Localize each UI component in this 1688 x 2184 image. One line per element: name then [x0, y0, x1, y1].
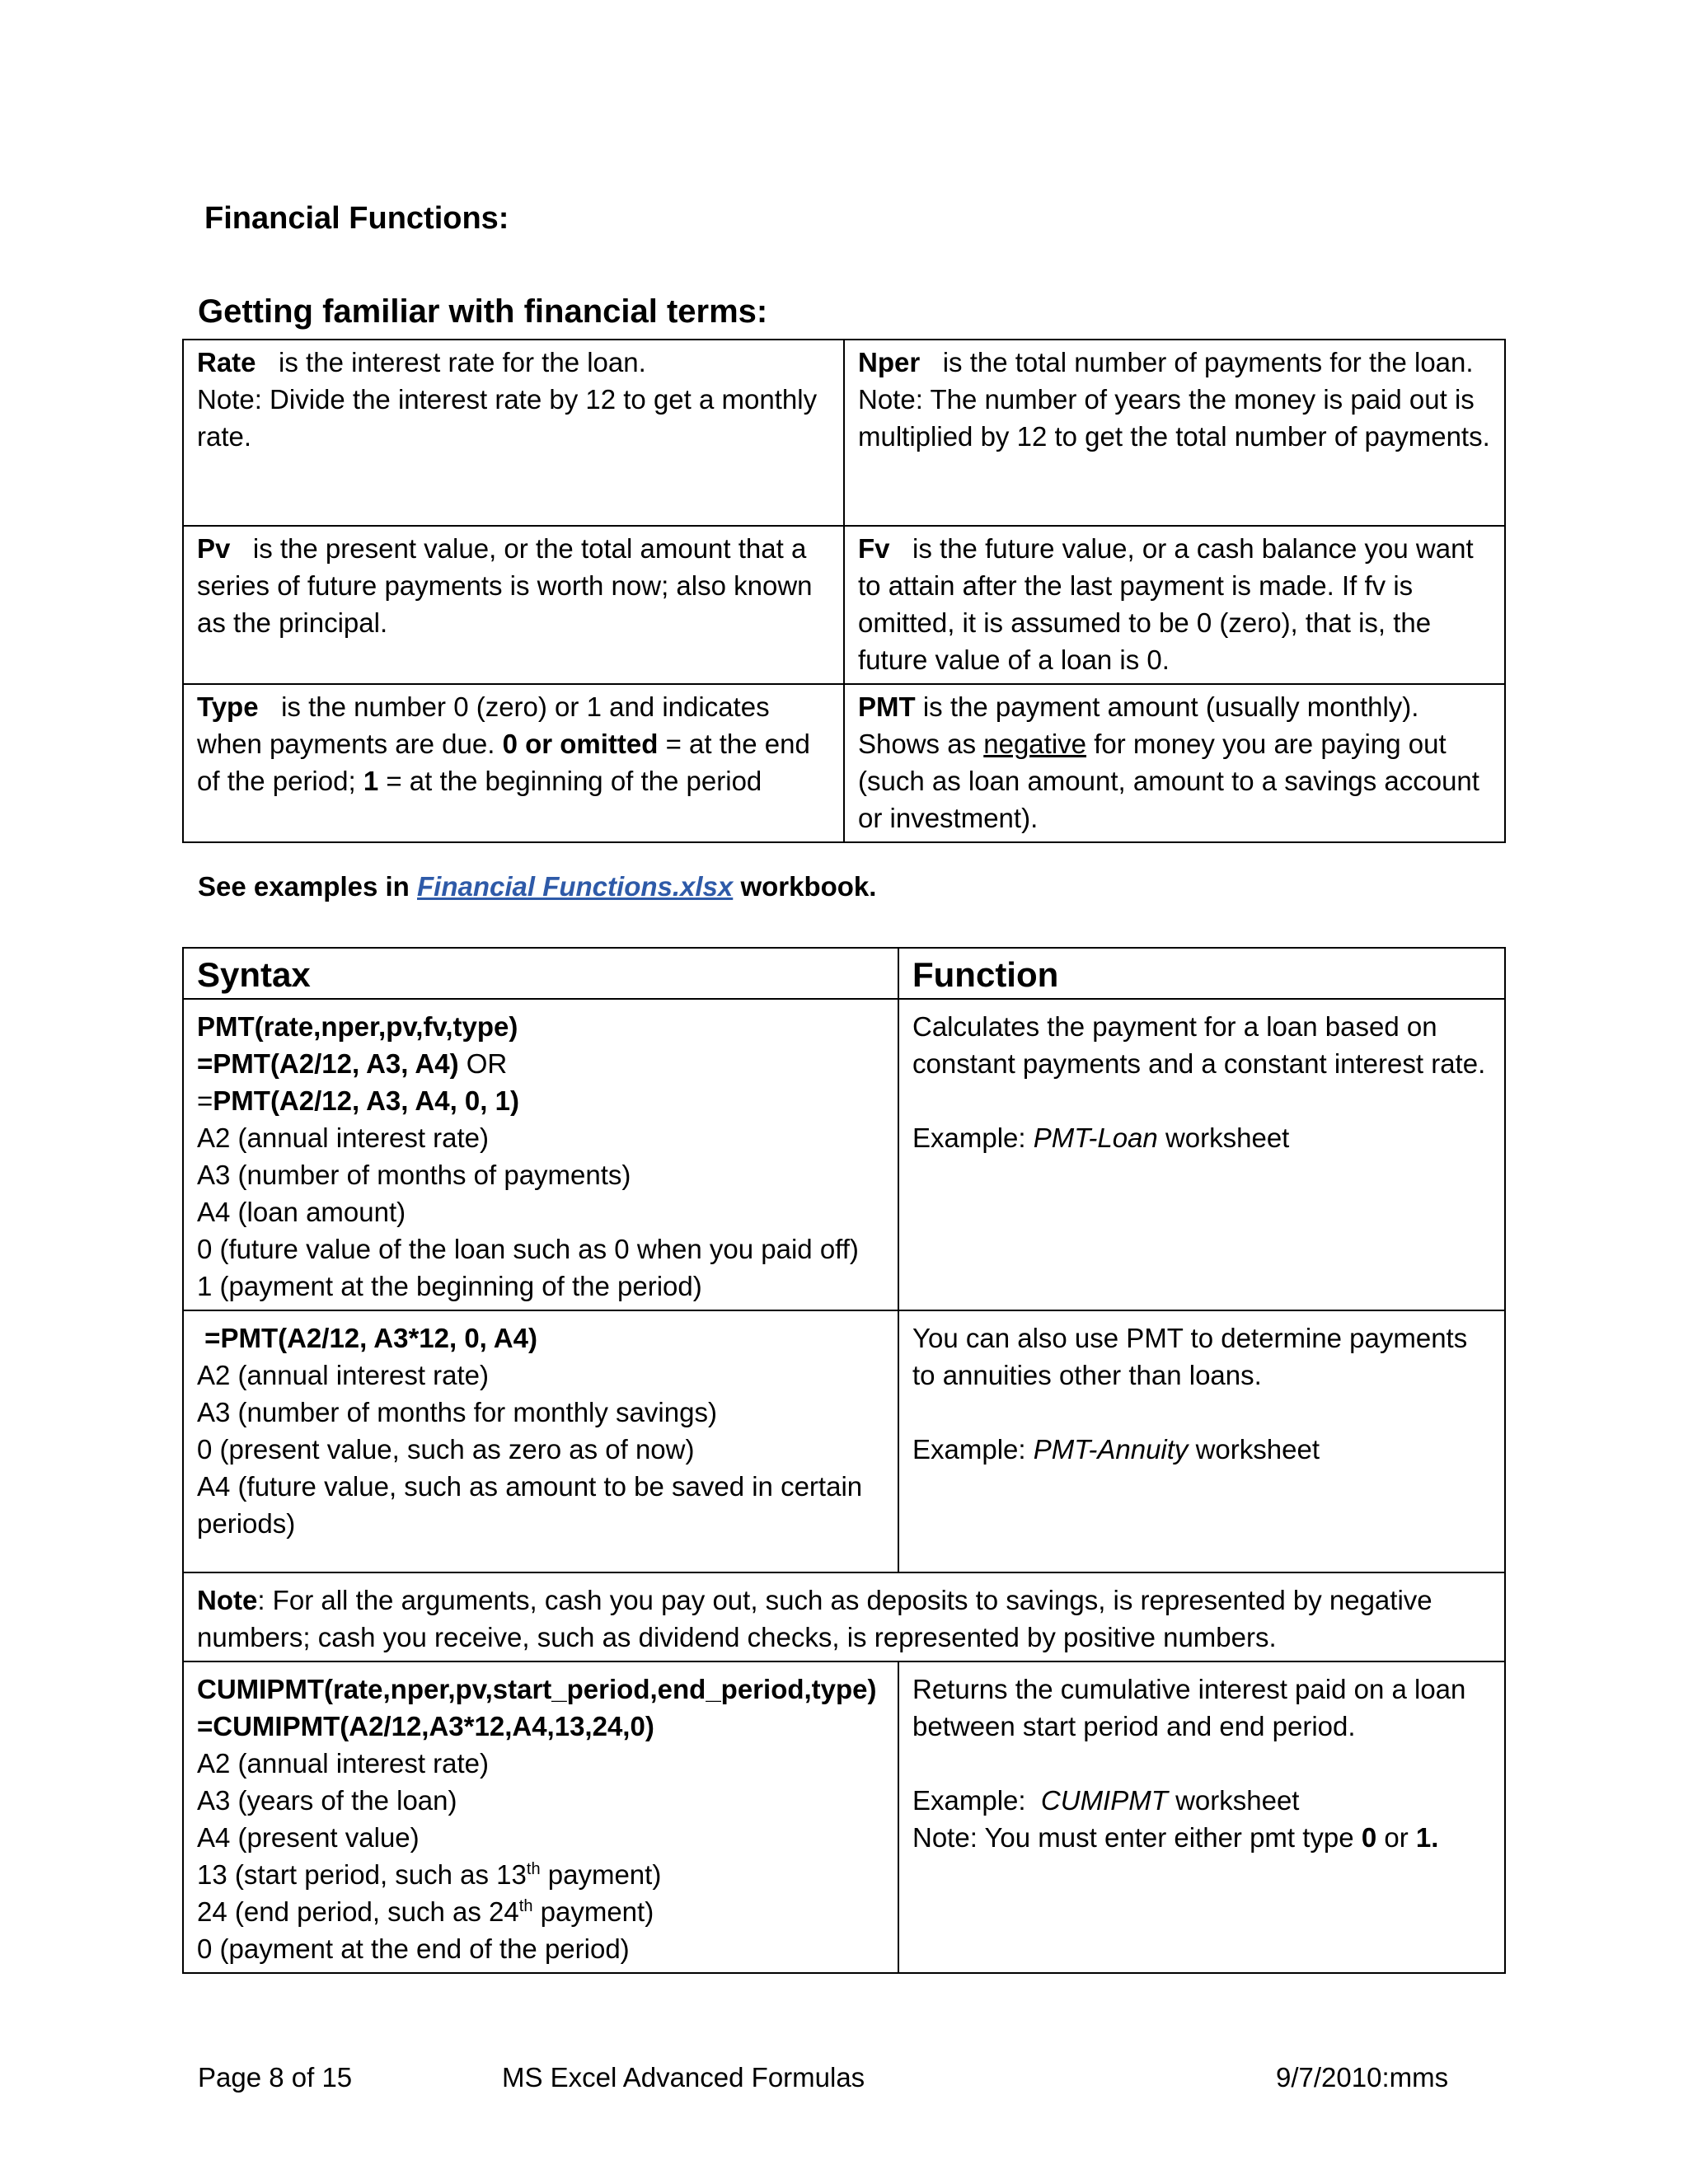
arg-line-end: payment) — [547, 1859, 662, 1890]
arg-line: 24 (end period, such as 24 — [197, 1896, 519, 1927]
pmt-example-formula: =PMT(A2/12, A3, A4) — [197, 1048, 459, 1079]
term-pv-cell — [183, 526, 844, 684]
arg-line: 0 (present value, such as zero as of now) — [197, 1434, 695, 1465]
term-rate-cell — [183, 340, 844, 526]
arg-line: 0 (payment at the end of the period) — [197, 1933, 630, 1964]
term-pmt-negative: negative — [983, 729, 1087, 759]
syntax-table — [182, 947, 1506, 1974]
syntax-header: Syntax — [183, 948, 898, 999]
pmt-type-zero: 0 — [1361, 1822, 1377, 1853]
arg-line: A4 (present value) — [197, 1822, 420, 1853]
arg-line: A2 (annual interest rate) — [197, 1360, 490, 1390]
pmt-syntax: PMT(rate,nper,pv,fv,type) — [197, 1011, 518, 1042]
pmt-syntax-cell — [183, 999, 898, 1310]
example-worksheet: CUMIPMT — [1040, 1785, 1168, 1816]
pmt-annuity-function-cell — [898, 1310, 1505, 1572]
example-label: Example: — [912, 1434, 1026, 1465]
term-fv-cell — [844, 526, 1505, 684]
footer-date: 9/7/2010:mms — [1276, 2062, 1449, 2093]
term-type-zero: 0 or omitted — [502, 729, 659, 759]
worksheet-label: worksheet — [1175, 1785, 1300, 1816]
terms-heading: Getting familiar with financial terms: — [198, 293, 768, 330]
term-pmt-desc: is the payment amount (usually monthly). Shows as — [858, 691, 1419, 759]
see-examples-prefix: See examples in — [198, 871, 410, 902]
example-worksheet: PMT-Annuity — [1033, 1434, 1189, 1465]
term-nper-note: Note: The number of years the money is paid out is multiplied by 12 to get the total number of payments. — [858, 384, 1490, 452]
function-header: Function — [898, 948, 1505, 999]
note-text: : For all the arguments, cash you pay out, such as deposits to savings, is represented by negative numbers; cash you receive, such as dividend checks, is represented by positive numbers. — [197, 1585, 1432, 1652]
term-fv-desc: is the future value, or a cash balance you want to attain after the last payment is made. If fv is omitted, it is assumed to be 0 (zero), that is, the future value of a loan is 0. — [858, 533, 1474, 675]
pmt-annuity-syntax-cell — [183, 1310, 898, 1572]
cumipmt-description: Returns the cumulative interest paid on a loan between start period and end period. — [912, 1674, 1466, 1741]
arg-line-end: payment) — [540, 1896, 654, 1927]
term-type-desc-end: = at the end of the period; — [197, 729, 810, 796]
term-rate-note: Note: Divide the interest rate by 12 to get a monthly rate. — [197, 384, 818, 452]
term-type-one: 1 — [363, 766, 379, 796]
arg-line: A2 (annual interest rate) — [197, 1122, 490, 1153]
page-title: Financial Functions: — [204, 201, 509, 236]
arg-line: A3 (number of months of payments) — [197, 1160, 631, 1190]
note-cell — [183, 1572, 1505, 1661]
pmt-example-formula-full: PMT(A2/12, A3, A4, 0, 1) — [213, 1085, 519, 1116]
arg-line: A2 (annual interest rate) — [197, 1748, 490, 1779]
arg-line: A4 (future value, such as amount to be saved in certain periods) — [197, 1471, 863, 1539]
terms-table — [182, 339, 1506, 843]
example-label: Example: — [912, 1122, 1026, 1153]
term-type: Type — [197, 691, 259, 722]
or-label: OR — [466, 1048, 508, 1079]
term-fv: Fv — [858, 533, 890, 564]
pmt-function-cell — [898, 999, 1505, 1310]
arg-line: A3 (number of months for monthly savings) — [197, 1397, 717, 1427]
term-type-desc: is the number 0 (zero) or 1 and indicates when payments are due. — [197, 691, 770, 759]
pmt-type-note: Note: You must enter either pmt type — [912, 1822, 1354, 1853]
equals-sign: = — [197, 1085, 213, 1116]
cumipmt-example-formula: =CUMIPMT(A2/12,A3*12,A4,13,24,0) — [197, 1711, 654, 1741]
worksheet-label: worksheet — [1195, 1434, 1320, 1465]
term-rate-desc: is the interest rate for the loan. — [279, 347, 646, 377]
arg-line: 13 (start period, such as 13 — [197, 1859, 527, 1890]
see-examples-suffix: workbook. — [740, 871, 877, 902]
pmt-annuity-formula: =PMT(A2/12, A3*12, 0, A4) — [204, 1323, 537, 1353]
workbook-link[interactable]: Financial Functions.xlsx — [417, 871, 734, 902]
example-worksheet: PMT-Loan — [1033, 1122, 1158, 1153]
arg-line: A4 (loan amount) — [197, 1197, 406, 1227]
term-pmt: PMT — [858, 691, 916, 722]
term-pv: Pv — [197, 533, 231, 564]
arg-line: 1 (payment at the beginning of the period) — [197, 1271, 702, 1301]
pmt-description: Calculates the payment for a loan based on constant payments and a constant interest rate. — [912, 1011, 1486, 1079]
term-nper-desc: is the total number of payments for the loan. — [942, 347, 1474, 377]
footer-page-number: Page 8 of 15 — [198, 2062, 353, 2093]
pmt-type-one: 1. — [1415, 1822, 1439, 1853]
term-pmt-desc-rest: for money you are paying out (such as loan amount, amount to a savings account or investment). — [858, 729, 1479, 833]
example-label: Example: — [912, 1785, 1026, 1816]
see-examples — [198, 871, 876, 902]
term-type-desc-begin: = at the beginning of the period — [386, 766, 762, 796]
cumipmt-syntax: CUMIPMT(rate,nper,pv,start_period,end_period,type) — [197, 1674, 877, 1704]
term-nper: Nper — [858, 347, 921, 377]
term-pv-desc: is the present value, or the total amount that a series of future payments is worth now; also known as the principal. — [197, 533, 813, 638]
ordinal-suffix: th — [518, 1897, 533, 1915]
term-nper-cell — [844, 340, 1505, 526]
footer-title: MS Excel Advanced Formulas — [502, 2062, 865, 2093]
arg-line: 0 (future value of the loan such as 0 when you paid off) — [197, 1234, 859, 1264]
term-pmt-cell — [844, 684, 1505, 842]
ordinal-suffix: th — [526, 1860, 541, 1878]
pmt-annuity-description: You can also use PMT to determine payments to annuities other than loans. — [912, 1323, 1468, 1390]
term-rate: Rate — [197, 347, 256, 377]
or-label: or — [1384, 1822, 1409, 1853]
term-type-cell — [183, 684, 844, 842]
note-label: Note — [197, 1585, 258, 1615]
worksheet-label: worksheet — [1165, 1122, 1290, 1153]
cumipmt-syntax-cell — [183, 1661, 898, 1973]
arg-line: A3 (years of the loan) — [197, 1785, 457, 1816]
cumipmt-function-cell — [898, 1661, 1505, 1973]
